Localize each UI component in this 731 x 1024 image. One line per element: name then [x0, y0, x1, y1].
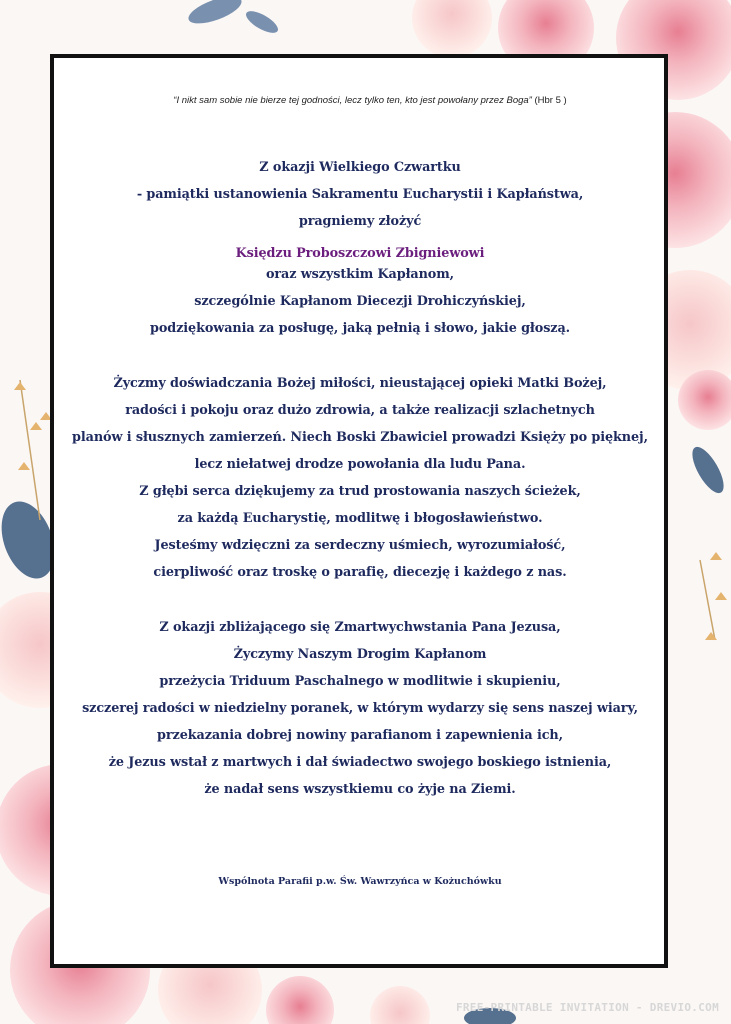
easter-line: Z okazji zbliżającego się Zmartwychwstania Pana Jezusa,	[159, 620, 561, 635]
scripture-quote	[90, 95, 650, 106]
parish-signature: Wspólnota Parafii p.w. Św. Wawrzyńca w Kożuchówku	[218, 876, 502, 887]
easter-line: że nadał sens wszystkiemu co żyje na Ziemi.	[204, 782, 516, 797]
wishes-line: Życzmy doświadczania Bożej miłości, nieustającej opieki Matki Bożej,	[113, 376, 607, 391]
greeting-line: szczególnie Kapłanom Diecezji Drohiczyńskiej,	[194, 294, 526, 309]
site-watermark: FREE-PRINTABLE INVITATION - DREVIO.COM	[455, 1001, 719, 1014]
wishes-line: za każdą Eucharystię, modlitwę i błogosławieństwo.	[177, 511, 543, 526]
wishes-line: Jesteśmy wdzięczni za serdeczny uśmiech, wyrozumiałość,	[154, 538, 566, 553]
greeting-line: - pamiątki ustanowienia Sakramentu Eucharystii i Kapłaństwa,	[136, 187, 584, 202]
wishes-line: Z głębi serca dziękujemy za trud prostowania naszych ścieżek,	[139, 484, 581, 499]
wishes-line: cierpliwość oraz troskę o parafię, diecezję i każdego z nas.	[153, 565, 567, 580]
wishes-line: planów i słusznych zamierzeń. Niech Boski Zbawiciel prowadzi Księży po pięknej,	[72, 430, 648, 445]
wishes-line: lecz niełatwej drodze powołania dla ludu Pana.	[194, 457, 526, 472]
greeting-line: pragniemy złożyć	[298, 214, 422, 229]
easter-line: przekazania dobrej nowiny parafianom i zapewnienia ich,	[157, 728, 563, 743]
wishes-line: radości i pokoju oraz dużo zdrowia, a także realizacji szlachetnych	[125, 403, 595, 418]
addressee-line: Księdzu Proboszczowi Zbigniewowi	[235, 246, 485, 261]
easter-line: szczerej radości w niedzielny poranek, w którym wydarzy się sens naszej wiary,	[82, 701, 638, 716]
greeting-line: oraz wszystkim Kapłanom,	[265, 267, 455, 282]
quote-text: “I nikt sam sobie nie bierze tej godności, lecz tylko ten, kto jest powołany przez Boga”	[173, 95, 532, 106]
easter-line: Życzymy Naszym Drogim Kapłanom	[233, 647, 487, 662]
easter-line: przeżycia Triduum Paschalnego w modlitwie i skupieniu,	[159, 674, 561, 689]
easter-line: że Jezus wstał z martwych i dał świadectwo swojego boskiego istnienia,	[108, 755, 612, 770]
quote-reference: (Hbr 5 )	[531, 95, 567, 106]
greeting-line: Z okazji Wielkiego Czwartku	[259, 160, 461, 175]
greeting-line: podziękowania za posługę, jaką pełnią i słowo, jakie głoszą.	[149, 321, 571, 336]
